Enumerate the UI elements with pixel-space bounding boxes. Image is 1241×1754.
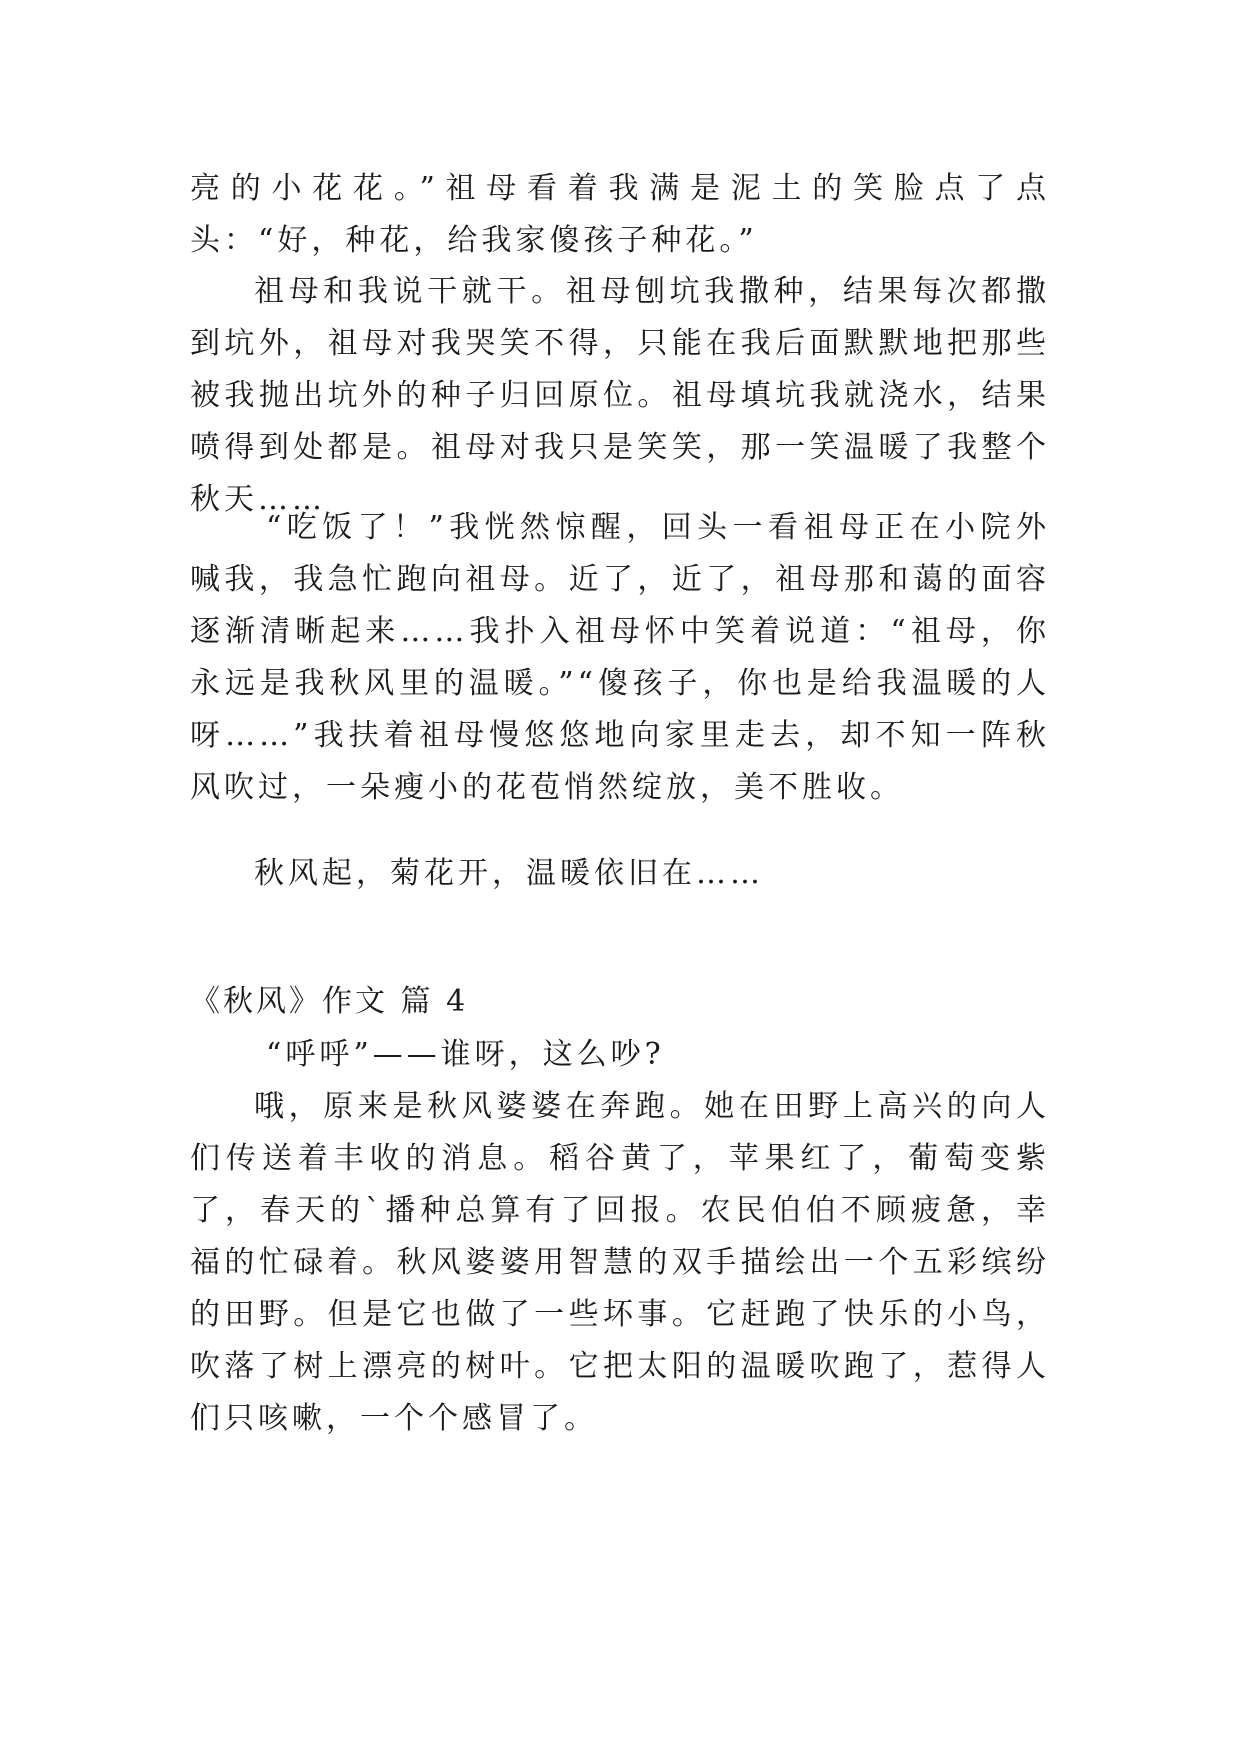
paragraph-wind-sound: “呼呼”——谁呀，这么吵? xyxy=(266,1037,665,1072)
paragraph-closing: 秋风起，菊花开，温暖依旧在…… xyxy=(254,856,764,891)
paragraph-autumn-wind: 哦，原来是秋风婆婆在奔跑。她在田野上高兴的向人们传送着丰收的消息。稻谷黄了，苹果红了，葡萄变紫了，春天的`播种总算有了回报。农民伯伯不顾疲惫，幸福的忙碌着。秋风婆婆用智慧的双手描绘出一个五彩缤纷的田野。但是它也做了一些坏事。它赶跑了快乐的小鸟，吹落了树上漂亮的树叶。它把太阳的温暖吹跑了，惹得人们只咳嗽，一个个感冒了。 xyxy=(190,1089,1050,1436)
section-heading: 《秋风》作文 篇 4 xyxy=(190,984,469,1019)
paragraph-planting: 祖母和我说干就干。祖母刨坑我撒种，结果每次都撒到坑外，祖母对我哭笑不得，只能在我后面默默地把那些被我抛出坑外的种子归回原位。祖母填坑我就浇水，结果喷得到处都是。祖母对我只是笑笑，那一笑温暖了我整个秋天…… xyxy=(190,274,1050,517)
paragraph-continuation: 亮的小花花。”祖母看着我满是泥土的笑脸点了点头：“好，种花，给我家傻孩子种花。” xyxy=(190,171,1050,258)
paragraph-dinner-call: “吃饭了！”我恍然惊醒，回头一看祖母正在小院外喊我，我急忙跑向祖母。近了，近了，祖母那和蔼的面容逐渐清晰起来……我扑入祖母怀中笑着说道：“祖母，你永远是我秋风里的温暖。”“傻孩子，你也是给我温暖的人呀……”我扶着祖母慢悠悠地向家里走去，却不知一阵秋风吹过，一朵瘦小的花苞悄然绽放，美不胜收。 xyxy=(190,510,1050,805)
